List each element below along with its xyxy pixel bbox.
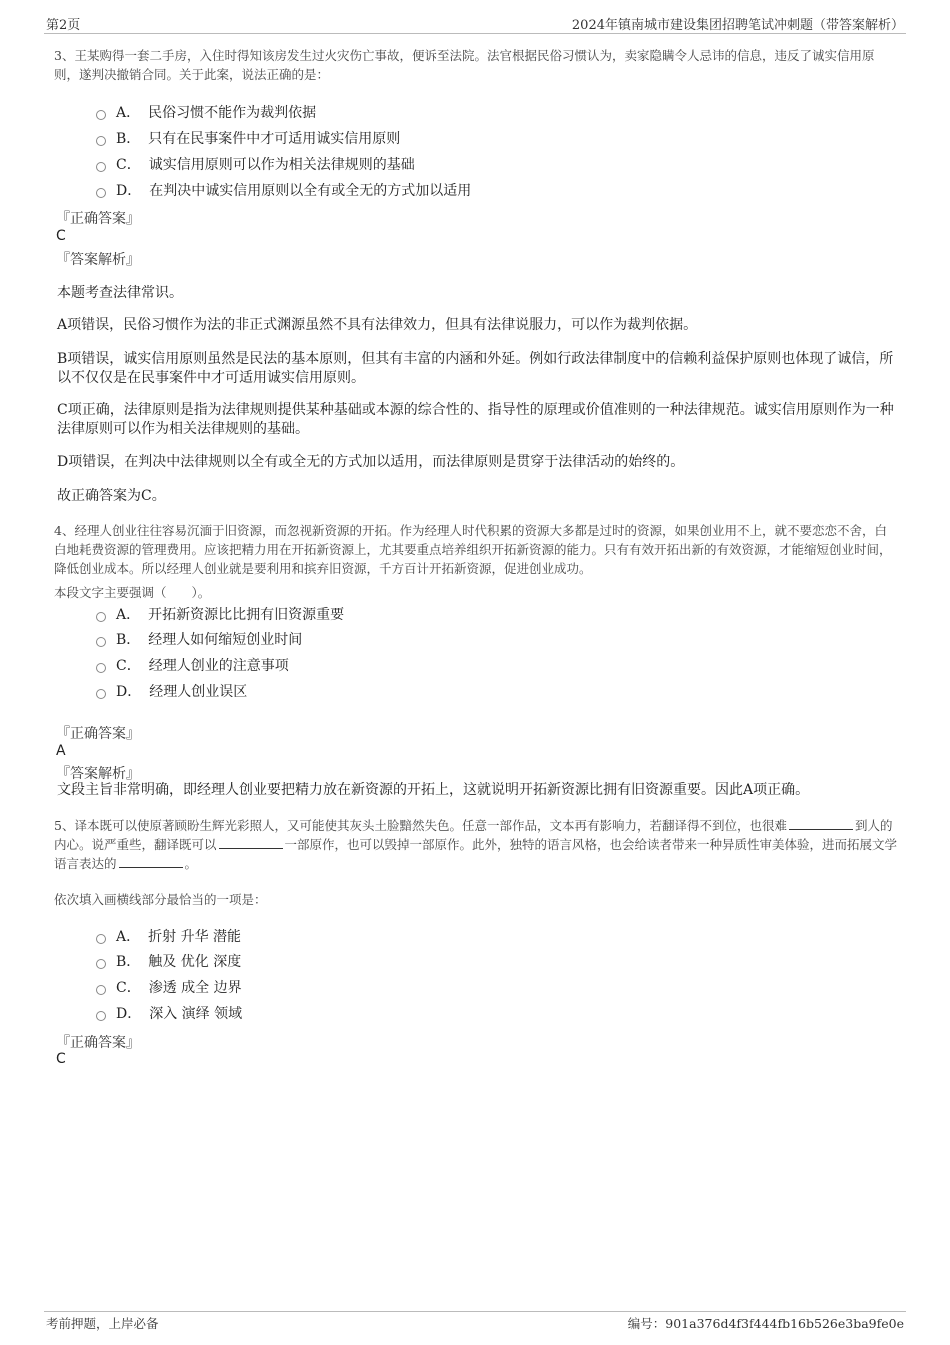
- q3-option-b[interactable]: B． 只有在民事案件中才可适用诚实信用原则: [96, 128, 400, 148]
- footer-slogan: 考前押题，上岸必备: [46, 1316, 159, 1331]
- radio-icon[interactable]: [96, 612, 106, 622]
- radio-icon[interactable]: [96, 110, 106, 120]
- radio-icon[interactable]: [96, 637, 106, 647]
- radio-icon[interactable]: [96, 1011, 106, 1021]
- question-5-prompt: 依次填入画横线部分最恰当的一项是：: [54, 892, 267, 907]
- q4-option-a[interactable]: A． 开拓新资源比比拥有旧资源重要: [96, 604, 344, 624]
- q4-option-d[interactable]: D． 经理人创业误区: [96, 681, 247, 701]
- q3-analysis-b: B项错误，诚实信用原则虽然是民法的基本原则，但其有丰富的内涵和外延。例如行政法律制度中的信赖利益保护原则也体现了诚信，所以不仅仅是在民事案件中才可适用诚实信用原则。: [57, 351, 894, 386]
- q3-option-c[interactable]: C． 诚实信用原则可以作为相关法律规则的基础: [96, 154, 415, 174]
- fill-blank-3: [119, 855, 183, 868]
- document-title: 2024年镇南城市建设集团招聘笔试冲刺题（带答案解析）: [571, 18, 904, 33]
- radio-icon[interactable]: [96, 136, 106, 146]
- q5-option-b[interactable]: B． 触及 优化 深度: [96, 951, 241, 971]
- footer-divider: [44, 1311, 906, 1312]
- question-4-text: 4、经理人创业往往容易沉湎于旧资源，而忽视新资源的开拓。作为经理人时代积累的资源大多都是过时的资源，如果创业用不上，就不要恋恋不舍，白白地耗费资源的管理费用。应该把精力用在开拓新资源上，尤其要重点培养组织开拓新资源的能力。只有有效开拓出新的有效资源，才能缩短创业时间，降低创业成本。所以经理人创业就是要利用和摈弃旧资源，千方百计开拓新资源，促进创业成功。: [54, 523, 892, 576]
- q4-option-c[interactable]: C． 经理人创业的注意事项: [96, 655, 289, 675]
- q4-option-b[interactable]: B． 经理人如何缩短创业时间: [96, 629, 302, 649]
- radio-icon[interactable]: [96, 188, 106, 198]
- q3-option-d[interactable]: D． 在判决中诚实信用原则以全有或全无的方式加以适用: [96, 180, 471, 200]
- q3-analysis-d: D项错误，在判决中法律规则以全有或全无的方式加以适用，而法律原则是贯穿于法律活动的始终的。: [57, 454, 685, 470]
- question-4-prompt: 本段文字主要强调（ ）。: [54, 585, 211, 600]
- fill-blank-1: [789, 817, 853, 830]
- q4-analysis: 文段主旨非常明确，即经理人创业要把精力放在新资源的开拓上，这就说明开拓新资源比拥有旧资源重要。因此A项正确。: [57, 782, 810, 798]
- q5-answer: C: [56, 1051, 66, 1067]
- q3-analysis-conclusion: 故正确答案为C。: [57, 488, 166, 504]
- q4-answer: A: [56, 743, 66, 759]
- document-id: 编号：901a376d4f3f444fb16b526e3ba9fe0e: [627, 1316, 904, 1331]
- radio-icon[interactable]: [96, 689, 106, 699]
- header-divider: [44, 33, 906, 34]
- radio-icon[interactable]: [96, 934, 106, 944]
- fill-blank-2: [219, 836, 283, 849]
- q5-answer-label: 『正确答案』: [56, 1035, 140, 1051]
- q4-analysis-label: 『答案解析』: [56, 766, 140, 782]
- q5-option-a[interactable]: A． 折射 升华 潜能: [96, 926, 241, 946]
- q4-answer-label: 『正确答案』: [56, 726, 140, 742]
- q5-option-c[interactable]: C． 渗透 成全 边界: [96, 977, 242, 997]
- radio-icon[interactable]: [96, 663, 106, 673]
- q3-answer: C: [56, 228, 66, 244]
- q3-analysis-c: C项正确，法律原则是指为法律规则提供某种基础或本源的综合性的、指导性的原理或价值准则的一种法律规范。诚实信用原则作为一种法律原则可以作为相关法律规则的基础。: [57, 402, 894, 437]
- radio-icon[interactable]: [96, 985, 106, 995]
- page-number: 第2页: [46, 18, 81, 33]
- radio-icon[interactable]: [96, 959, 106, 969]
- q3-analysis-intro: 本题考查法律常识。: [57, 285, 183, 301]
- q3-analysis-a: A项错误，民俗习惯作为法的非正式渊源虽然不具有法律效力，但具有法律说服力，可以作为裁判依据。: [57, 317, 698, 333]
- q3-answer-label: 『正确答案』: [56, 211, 140, 227]
- q5-option-d[interactable]: D． 深入 演绎 领域: [96, 1003, 242, 1023]
- q3-option-a[interactable]: A． 民俗习惯不能作为裁判依据: [96, 102, 316, 122]
- radio-icon[interactable]: [96, 162, 106, 172]
- q3-analysis-label: 『答案解析』: [56, 252, 140, 268]
- question-5-text: 5、译本既可以使原著顾盼生辉光彩照人，又可能使其灰头土脸黯然失色。任意一部作品，文本再有影响力，若翻译得不到位，也很难 到人的内心。说严重些，翻译既可以 一部原作，也可以毁掉一部原作。此外，独特的语言风格，也会给读者带来一种异质性审美体验，进而拓展文学语言表达的 。: [54, 818, 898, 871]
- question-3-text: 3、王某购得一套二手房，入住时得知该房发生过火灾伤亡事故，便诉至法院。法官根据民俗习惯认为，卖家隐瞒令人忌讳的信息，违反了诚实信用原则，遂判决撤销合同。关于此案，说法正确的是：: [54, 48, 875, 82]
